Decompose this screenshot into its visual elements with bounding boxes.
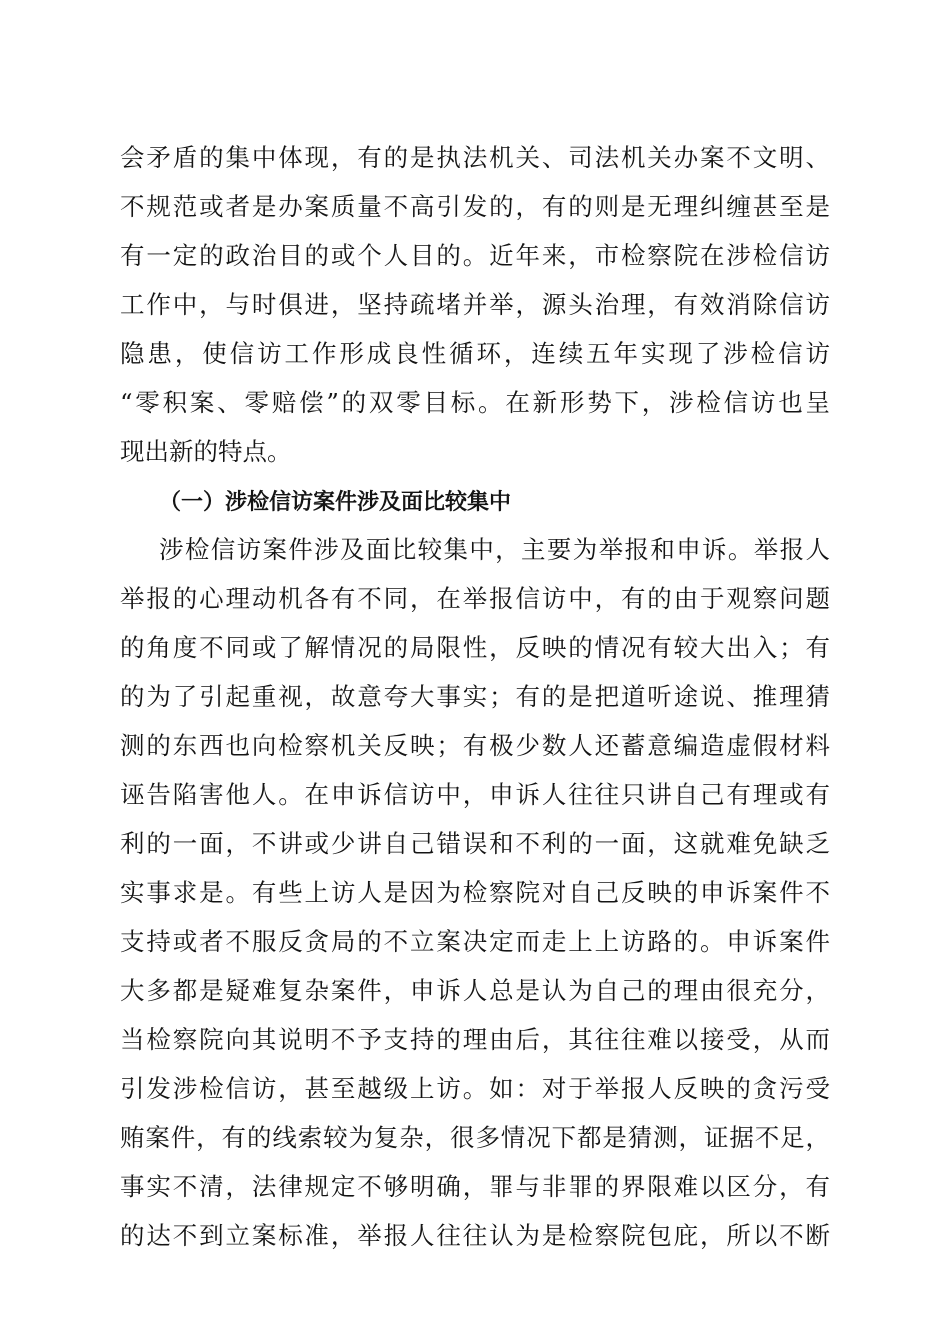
- paragraph-2-line-15: 的达不到立案标准，举报人往往认为是检察院包庇，所以不断: [120, 1221, 830, 1250]
- section-heading: （一）涉检信访案件涉及面比较集中: [159, 490, 512, 515]
- paragraph-2-line-1: 涉检信访案件涉及面比较集中，主要为举报和申诉。举报人: [159, 535, 830, 564]
- paragraph-2-line-13: 贿案件，有的线索较为复杂，很多情况下都是猜测，证据不足，: [120, 1123, 830, 1152]
- paragraph-2-line-7: 利的一面，不讲或少讲自己错误和不利的一面，这就难免缺乏: [120, 829, 830, 858]
- paragraph-1-line-7: 现出新的特点。: [120, 437, 292, 466]
- paragraph-2-line-10: 大多都是疑难复杂案件，申诉人总是认为自己的理由很充分，: [120, 976, 830, 1005]
- paragraph-2-line-6: 诬告陷害他人。在申诉信访中，申诉人往往只讲自己有理或有: [120, 780, 830, 809]
- paragraph-1-line-1: 会矛盾的集中体现，有的是执法机关、司法机关办案不文明、: [120, 143, 830, 172]
- paragraph-1-line-6: “零积案、零赔偿”的双零目标。在新形势下，涉检信访也呈: [120, 388, 830, 417]
- paragraph-2-line-8: 实事求是。有些上访人是因为检察院对自己反映的申诉案件不: [120, 878, 830, 907]
- paragraph-1-line-4: 工作中，与时俱进，坚持疏堵并举，源头治理，有效消除信访: [120, 290, 830, 319]
- paragraph-1-line-5: 隐患，使信访工作形成良性循环，连续五年实现了涉检信访: [120, 339, 830, 368]
- paragraph-2-line-5: 测的东西也向检察机关反映；有极少数人还蓄意编造虚假材料: [120, 731, 830, 760]
- paragraph-1-line-3: 有一定的政治目的或个人目的。近年来，市检察院在涉检信访: [120, 241, 830, 270]
- paragraph-2-line-11: 当检察院向其说明不予支持的理由后，其往往难以接受，从而: [120, 1025, 830, 1054]
- paragraph-2-line-3: 的角度不同或了解情况的局限性，反映的情况有较大出入；有: [120, 633, 830, 662]
- paragraph-2-line-9: 支持或者不服反贪局的不立案决定而走上上访路的。申诉案件: [120, 927, 830, 956]
- paragraph-2-line-12: 引发涉检信访，甚至越级上访。如：对于举报人反映的贪污受: [120, 1074, 830, 1103]
- paragraph-2-line-14: 事实不清，法律规定不够明确，罪与非罪的界限难以区分，有: [120, 1172, 830, 1201]
- paragraph-2-line-4: 的为了引起重视，故意夸大事实；有的是把道听途说、推理猜: [120, 682, 830, 711]
- paragraph-1-line-2: 不规范或者是办案质量不高引发的，有的则是无理纠缠甚至是: [120, 192, 830, 221]
- paragraph-2-line-2: 举报的心理动机各有不同，在举报信访中，有的由于观察问题: [120, 584, 830, 613]
